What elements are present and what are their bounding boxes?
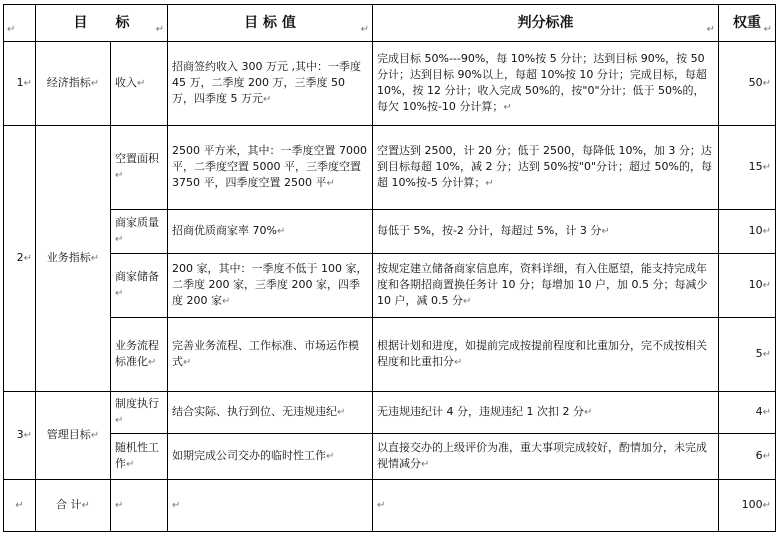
item-name: 商家储备↵ [111,254,168,318]
group-number: 3↵ [4,392,36,480]
table-row [4,318,776,392]
scoring-criteria: 按规定建立储备商家信息库，资料详细，有入住愿望，能支持完成年度和各期招商置换任务计 10 分；每增加 10 户，加 0.5 分；每减少 10 户，减 0.5 分↵ [373,254,719,318]
group-name: 管理目标↵ [36,392,111,480]
table-row [4,210,776,254]
header-row [4,5,776,42]
paragraph-mark: ↵ [7,24,16,35]
total-label: 合 计↵ [36,480,111,532]
paragraph-mark: ↵ [155,24,164,35]
total-blank-cell: ↵ [4,480,36,532]
table-row [4,254,776,318]
item-name: 制度执行↵ [111,392,168,434]
total-row [4,480,776,532]
header-value-label: 目 标 值 [244,15,296,31]
group-number: 1↵ [4,42,36,126]
item-name: 空置面积↵ [111,126,168,210]
target-value: 招商优质商家率 70%↵ [168,210,373,254]
weight-value: 5↵ [719,318,776,392]
header-target [36,5,168,42]
target-value: 2500 平方米，其中：一季度空置 7000 平，二季度空置 5000 平，三季度空置 3750 平，四季度空置 2500 平↵ [168,126,373,210]
scoring-criteria: 以直接交办的上级评价为准，重大事项完成较好，酌情加分，未完成视情减分↵ [373,434,719,480]
scoring-criteria: 空置达到 2500，计 20 分；低于 2500，每降低 10%，加 3 分；达到目标每超 10%，减 2 分；达到 50%按"0"分计；超过 50%的，每超 10%按-5 分计算；↵ [373,126,719,210]
weight-value: 15↵ [719,126,776,210]
weight-value: 4↵ [719,392,776,434]
table-row [4,434,776,480]
weight-value: 10↵ [719,254,776,318]
group-number: 2↵ [4,126,36,392]
paragraph-mark: ↵ [763,24,772,35]
total-item-blank: ↵ [111,480,168,532]
header-value [168,5,373,42]
header-weight [719,5,776,42]
scoring-criteria: 无违规违纪计 4 分，违规违纪 1 次扣 2 分↵ [373,392,719,434]
total-criteria-blank: ↵ [373,480,719,532]
header-target-label: 目 标 [73,15,130,31]
header-criteria-label: 判分标准 [517,15,574,31]
item-name: 业务流程标准化↵ [111,318,168,392]
item-name: 收入↵ [111,42,168,126]
total-value-blank: ↵ [168,480,373,532]
target-value: 结合实际、执行到位、无违规违纪↵ [168,392,373,434]
table-row [4,126,776,210]
header-weight-label: 权重 [733,15,761,31]
item-name: 随机性工作↵ [111,434,168,480]
item-name: 商家质量↵ [111,210,168,254]
weight-value: 10↵ [719,210,776,254]
group-name: 经济指标↵ [36,42,111,126]
scoring-criteria: 每低于 5%，按-2 分计，每超过 5%，计 3 分↵ [373,210,719,254]
table-row [4,392,776,434]
total-weight: 100↵ [719,480,776,532]
header-criteria [373,5,719,42]
target-value: 200 家，其中：一季度不低于 100 家，二季度 200 家，三季度 200 家，四季度 200 家↵ [168,254,373,318]
paragraph-mark: ↵ [706,24,715,35]
group-name: 业务指标↵ [36,126,111,392]
target-value: 完善业务流程、工作标准、市场运作模式↵ [168,318,373,392]
scoring-criteria: 根据计划和进度，如提前完成按提前程度和比重加分，完不成按相关程度和比重扣分↵ [373,318,719,392]
kpi-table [3,4,776,532]
target-value: 如期完成公司交办的临时性工作↵ [168,434,373,480]
weight-value: 50↵ [719,42,776,126]
target-value: 招商签约收入 300 万元 ,其中：一季度 45 万，二季度 200 万，三季度 50 万，四季度 5 万元↵ [168,42,373,126]
scoring-criteria: 完成目标 50%---90%，每 10%按 5 分计；达到目标 90%，按 50 分计；达到目标 90%以上，每超 10%按 10 分计；完成目标，每超 10%，按 12 分计；收入完成 50%的，按"0"分计；低于 50%的，每欠 10%按-10 分计算；↵ [373,42,719,126]
paragraph-mark: ↵ [360,24,369,35]
table-row [4,42,776,126]
header-blank-cell [4,5,36,42]
weight-value: 6↵ [719,434,776,480]
